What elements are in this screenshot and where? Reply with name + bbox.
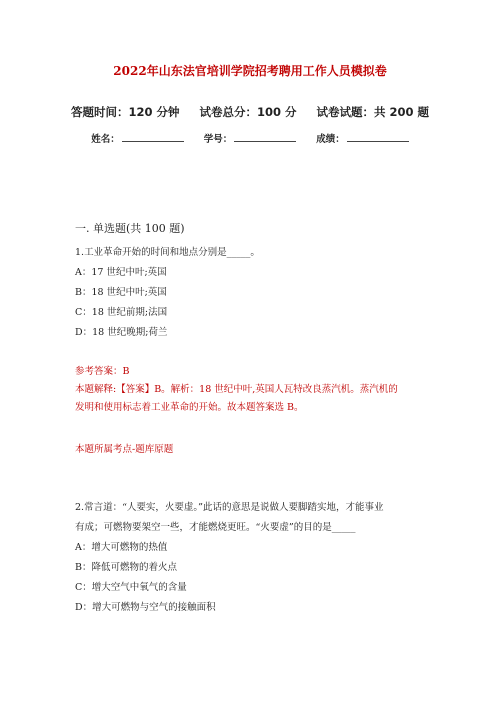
name-blank <box>122 132 184 142</box>
score-label: 成绩： <box>316 134 345 145</box>
option-a: A：增大可燃物的热值 <box>75 542 168 553</box>
student-id-blank <box>234 132 296 142</box>
option-d: D：18 世纪晚期;荷兰 <box>75 327 168 338</box>
exam-title: 2022年山东法官培训学院招考聘用工作人员模拟卷 <box>113 64 387 78</box>
question-source: 本题所属考点-题库原题 <box>75 444 174 455</box>
exam-total-score: 试卷总分：100 分 <box>199 105 297 119</box>
option-b: B：降低可燃物的着火点 <box>75 562 177 573</box>
section-title: 一. 单选题(共 100 题) <box>75 222 185 235</box>
exam-info <box>0 104 500 120</box>
option-d: D：增大可燃物与空气的接触面积 <box>75 602 216 613</box>
question-stem: 1.工业革命开始的时间和地点分别是_____。 <box>75 247 260 258</box>
name-field <box>91 131 184 145</box>
option-b: B：18 世纪中叶;英国 <box>75 287 167 298</box>
name-label: 姓名： <box>91 134 120 145</box>
question-2 <box>75 498 430 618</box>
question-stem-line-1: 2.常言道：“人要实，火要虚。”此话的意思是说做人要脚踏实地，才能事业 <box>75 502 384 513</box>
exam-question-count: 试卷试题：共 200 题 <box>316 105 430 119</box>
exam-time: 答题时间：120 分钟 <box>70 105 180 119</box>
explanation-line-1: 本题解释:【答案】B。解析：18 世纪中叶,英国人瓦特改良蒸汽机。蒸汽机的 <box>75 384 398 395</box>
candidate-info <box>0 131 500 145</box>
option-c: C：增大空气中氧气的含量 <box>75 582 187 593</box>
question-stem-line-2: 有成；可燃物要架空一些，才能燃烧更旺。“火要虚”的目的是_____ <box>75 522 356 533</box>
score-blank <box>347 132 409 142</box>
answer-block <box>75 363 435 459</box>
student-id-field <box>204 131 297 145</box>
reference-answer: 参考答案：B <box>75 366 130 377</box>
question-1 <box>75 243 430 343</box>
option-c: C：18 世纪前期;法国 <box>75 307 168 318</box>
score-field <box>316 131 409 145</box>
answer-spacer <box>75 417 435 441</box>
option-a: A：17 世纪中叶;英国 <box>75 267 167 278</box>
student-id-label: 学号： <box>203 134 233 145</box>
explanation-line-2: 发明和使用标志着工业革命的开始。故本题答案选 B。 <box>75 402 304 413</box>
